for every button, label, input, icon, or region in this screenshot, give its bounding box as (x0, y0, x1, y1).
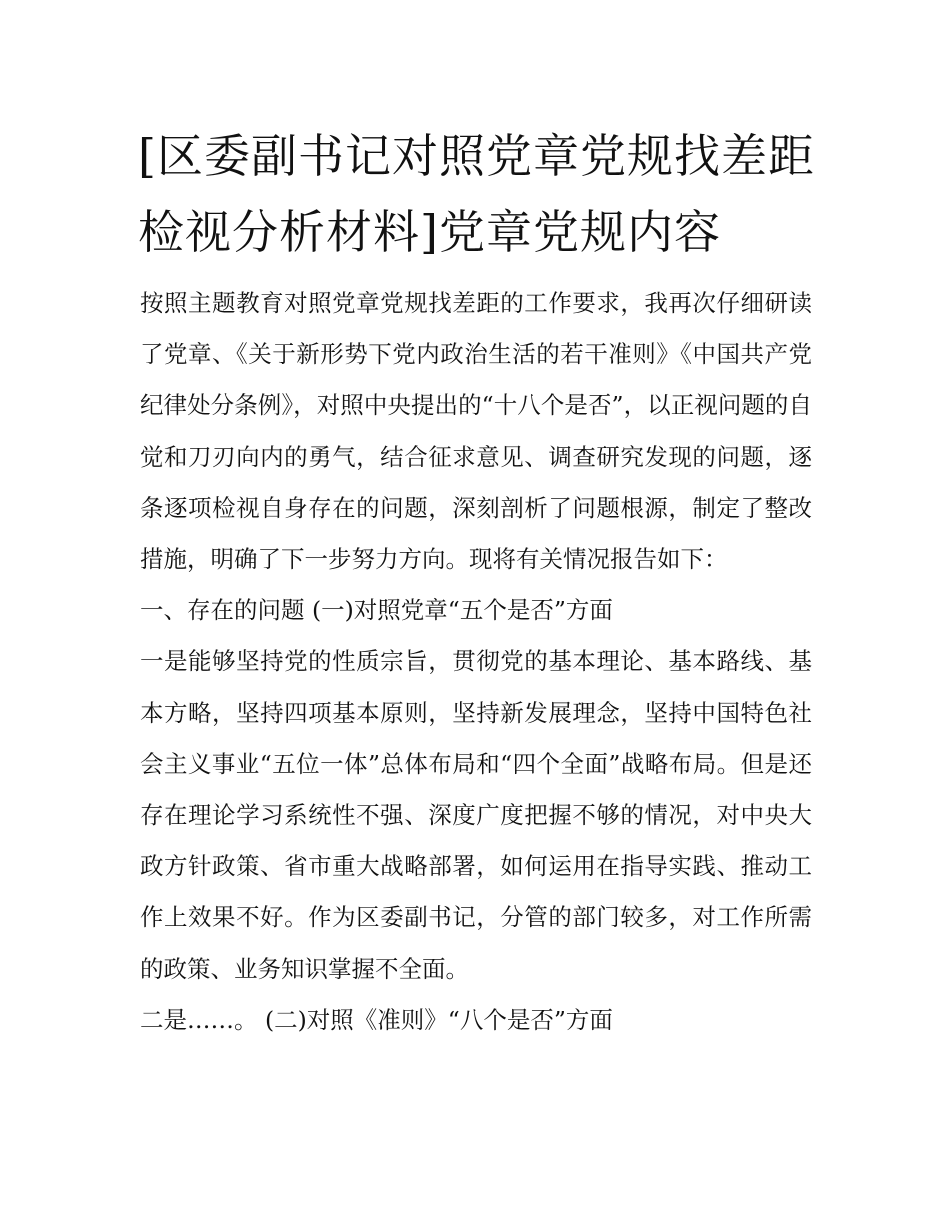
point-one-paragraph: 一是能够坚持党的性质宗旨，贯彻党的基本理论、基本路线、基本方略，坚持四项基本原则，坚持新发展理念，坚持中国特色社会主义事业“五位一体”总体布局和“四个全面”战略布局。但是还存在理论学习系统性不强、深度广度把握不够的情况，对中央大政方针政策、省市重大战略部署，如何运用在指导实践、推动工作上效果不好。作为区委副书记，分管的部门较多，对工作所需的政策、业务知识掌握不全面。 (140, 647, 812, 983)
point-two-paragraph: 二是……。 (二)对照《准则》“八个是否”方面 (140, 1005, 613, 1034)
document-body (140, 278, 812, 1046)
document-title: [区委副书记对照党章党规找差距检视分析材料]党章党规内容 (138, 129, 815, 259)
section-heading: 一、存在的问题 (一)对照党章“五个是否”方面 (140, 596, 613, 625)
intro-paragraph: 按照主题教育对照党章党规找差距的工作要求，我再次仔细研读了党章、《关于新形势下党内政治生活的若干准则》《中国共产党纪律处分条例》，对照中央提出的“十八个是否”，以正视问题的自觉和刀刃向内的勇气，结合征求意见、调查研究发现的问题，逐条逐项检视自身存在的问题，深刻剖析了问题根源，制定了整改措施，明确了下一步努力方向。现将有关情况报告如下： (140, 289, 812, 574)
